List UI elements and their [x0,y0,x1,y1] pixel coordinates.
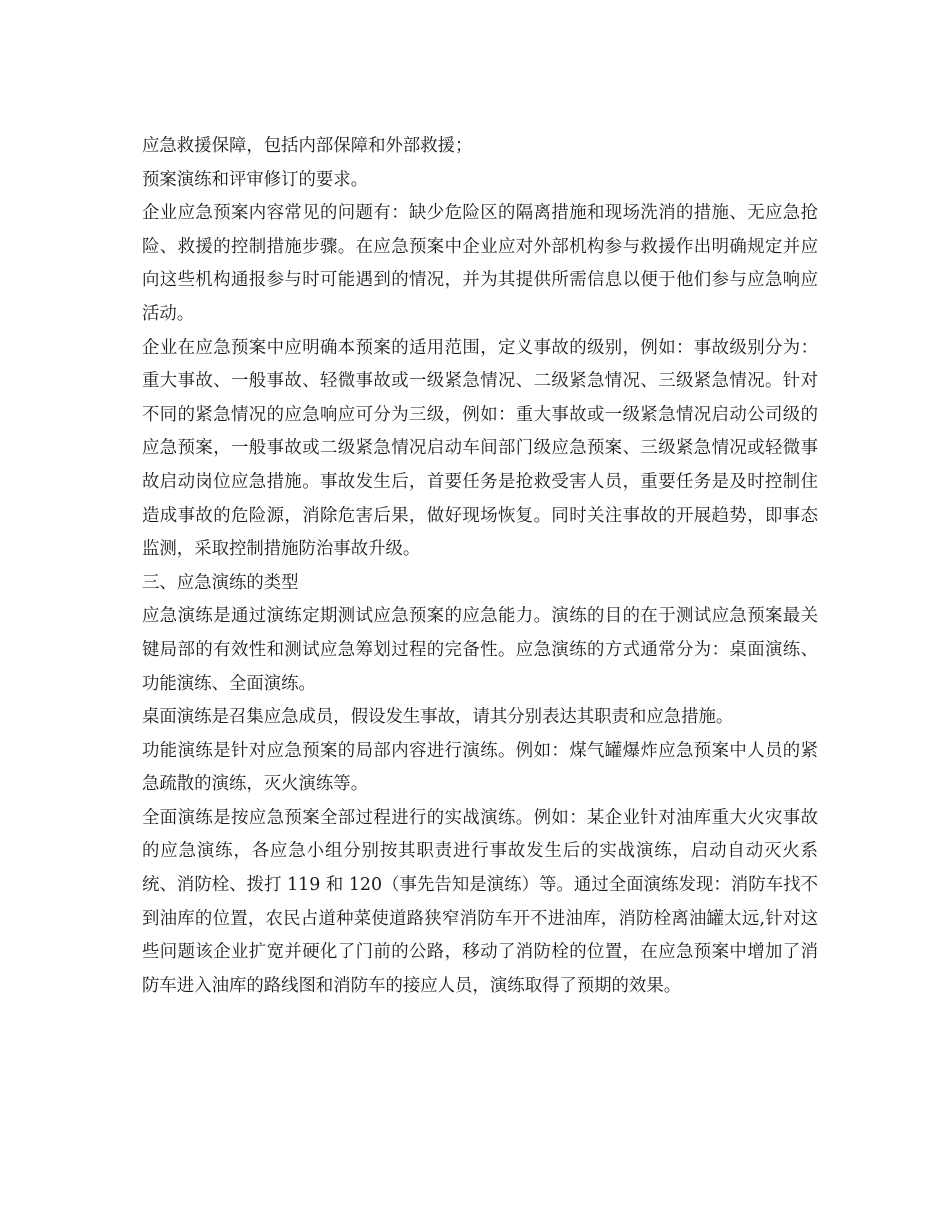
paragraph-drill-requirements: 预案演练和评审修订的要求。 [142,169,369,190]
paragraph-full-scale-drill: 全面演练是按应急预案全部过程进行的实战演练。例如：某企业针对油库重大火灾事故的应急演练，各应急小组分别按其职责进行事故发生后的实战演练，启动自动灭火系统、消防栓、拨打 119 和 120（事先告知是演练）等。通过全面演练发现：消防车找不到油库的位置，农民占道种菜使道路狭窄消防车开不进油库，消防栓离油罐太远,针对这些问题该企业扩宽并硬化了门前的公路，移动了消防栓的位置，在应急预案中增加了消防车进入油库的路线图和消防车的接应人员，演练取得了预期的效果。 [142,807,818,996]
paragraph-tabletop-drill: 桌面演练是召集应急成员，假设发生事故，请其分别表达其职责和应急措施。 [142,707,734,728]
section-heading-drill-types: 三、应急演练的类型 [142,572,299,593]
paragraph-scope-and-levels: 企业在应急预案中应明确本预案的适用范围，定义事故的级别，例如：事故级别分为：重大事故、一般事故、轻微事故或一级紧急情况、二级紧急情况、三级紧急情况。针对不同的紧急情况的应急响应可分为三级，例如：重大事故或一级紧急情况启动公司级的应急预案，一般事故或二级紧急情况启动车间部门级应急预案、三级紧急情况或轻微事故启动岗位应急措施。事故发生后，首要任务是抢救受害人员，重要任务是及时控制住造成事故的危险源，消除危害后果，做好现场恢复。同时关注事故的开展趋势，即事态监测，采取控制措施防治事故升级。 [142,337,818,560]
paragraph-rescue-guarantee: 应急救援保障，包括内部保障和外部救援； [142,136,473,156]
document-body [142,130,818,1003]
paragraph-functional-drill: 功能演练是针对应急预案的局部内容进行演练。例如：煤气罐爆炸应急预案中人员的紧急疏散的演练，灭火演练等。 [142,740,818,795]
paragraph-common-problems: 企业应急预案内容常见的问题有：缺少危险区的隔离措施和现场洗消的措施、无应急抢险、救援的控制措施步骤。在应急预案中企业应对外部机构参与救援作出明确规定并应向这些机构通报参与时可能遇到的情况，并为其提供所需信息以便于他们参与应急响应活动。 [142,203,818,324]
paragraph-drill-purpose: 应急演练是通过演练定期测试应急预案的应急能力。演练的目的在于测试应急预案最关键局部的有效性和测试应急筹划过程的完备性。应急演练的方式通常分为：桌面演练、功能演练、全面演练。 [142,606,818,694]
